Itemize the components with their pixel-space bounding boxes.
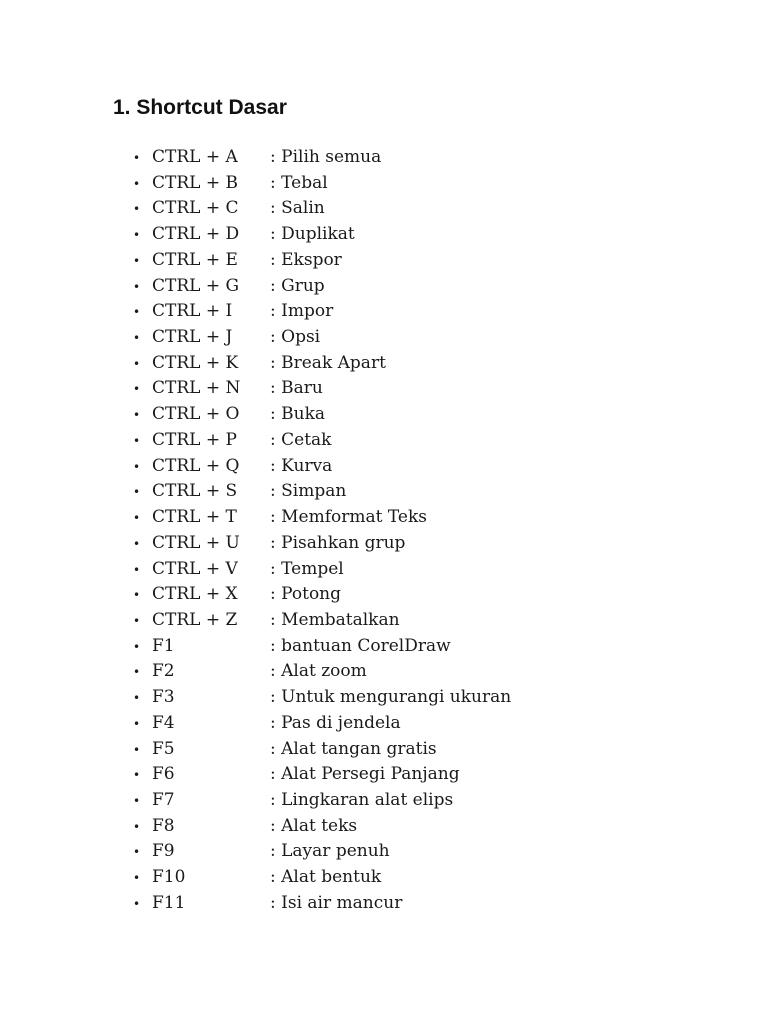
bullet-icon: • (133, 408, 141, 423)
shortcut-description: : Opsi (270, 327, 321, 348)
bullet-icon: • (133, 176, 141, 191)
bullet-icon: • (133, 793, 141, 808)
shortcut-key: CTRL + E (152, 249, 238, 270)
shortcut-description: : Alat zoom (270, 661, 367, 682)
shortcut-description: : Untuk mengurangi ukuran (270, 687, 512, 708)
shortcut-description: : Impor (270, 301, 334, 322)
list-item (0, 659, 600, 685)
shortcut-description: : Layar penuh (270, 841, 390, 862)
list-item (0, 454, 600, 480)
shortcut-key: CTRL + B (152, 172, 238, 193)
shortcut-key: F9 (152, 841, 175, 862)
list-item (0, 376, 600, 402)
shortcut-description: : Lingkaran alat elips (270, 789, 454, 810)
shortcut-key: CTRL + K (152, 352, 239, 373)
shortcut-key: CTRL + N (152, 378, 241, 399)
bullet-icon: • (133, 665, 141, 680)
list-item (0, 557, 600, 583)
list-item (0, 428, 600, 454)
bullet-icon: • (133, 639, 141, 654)
list-item (0, 762, 600, 788)
bullet-icon: • (133, 253, 141, 268)
list-item (0, 814, 600, 840)
bullet-icon: • (133, 433, 141, 448)
shortcut-key: F11 (152, 892, 186, 913)
list-item (0, 402, 600, 428)
bullet-icon: • (133, 202, 141, 217)
shortcut-key: CTRL + J (152, 327, 233, 348)
shortcut-key: CTRL + Z (152, 609, 238, 630)
list-item (0, 222, 600, 248)
shortcut-key: F10 (152, 867, 186, 888)
list-item (0, 479, 600, 505)
bullet-icon: • (133, 613, 141, 628)
list-item (0, 634, 600, 660)
shortcut-key: F4 (152, 712, 175, 733)
bullet-icon: • (133, 382, 141, 397)
bullet-icon: • (133, 459, 141, 474)
shortcut-key: F1 (152, 635, 175, 656)
bullet-icon: • (133, 511, 141, 526)
list-item (0, 274, 600, 300)
bullet-icon: • (133, 716, 141, 731)
shortcut-description: : Baru (270, 378, 323, 399)
list-item (0, 839, 600, 865)
shortcut-description: : Memformat Teks (270, 507, 427, 528)
shortcut-description: : Isi air mancur (270, 892, 403, 913)
list-item (0, 248, 600, 274)
shortcut-key: CTRL + V (152, 558, 238, 579)
shortcut-description: : bantuan CorelDraw (270, 635, 451, 656)
shortcut-key: CTRL + P (152, 429, 237, 450)
shortcut-description: : Ekspor (270, 249, 342, 270)
shortcut-key: CTRL + A (152, 147, 238, 167)
shortcut-key: CTRL + O (152, 404, 240, 425)
shortcut-key: F6 (152, 764, 175, 785)
bullet-icon: • (133, 562, 141, 577)
shortcut-description: : Potong (270, 584, 342, 605)
list-item (0, 299, 600, 325)
list-item (0, 351, 600, 377)
shortcut-description: : Alat bentuk (270, 867, 382, 888)
list-item (0, 582, 600, 608)
shortcut-description: : Cetak (270, 429, 332, 450)
shortcut-key: CTRL + I (152, 301, 233, 322)
shortcut-key: CTRL + T (152, 507, 237, 528)
list-item (0, 788, 600, 814)
shortcut-key: CTRL + S (152, 481, 238, 502)
shortcut-description: : Grup (270, 275, 325, 296)
shortcut-description: : Tempel (270, 558, 344, 579)
shortcut-key: CTRL + X (152, 584, 238, 605)
bullet-icon: • (133, 485, 141, 500)
shortcut-key: F5 (152, 738, 175, 759)
shortcut-key: CTRL + C (152, 198, 239, 219)
shortcut-key: CTRL + U (152, 532, 240, 553)
bullet-icon: • (133, 356, 141, 371)
list-item (0, 196, 600, 222)
shortcut-description: : Salin (270, 198, 325, 219)
shortcut-description: : Alat Persegi Panjang (270, 764, 460, 785)
list-item (0, 865, 600, 891)
shortcut-description: : Pilih semua (270, 147, 382, 167)
shortcut-description: : Kurva (270, 455, 333, 476)
bullet-icon: • (133, 768, 141, 783)
shortcut-key: CTRL + Q (152, 455, 240, 476)
shortcut-description: : Pisahkan grup (270, 532, 406, 553)
shortcut-description: : Tebal (270, 172, 328, 193)
bullet-icon: • (133, 742, 141, 757)
list-item (0, 685, 600, 711)
bullet-icon: • (133, 228, 141, 243)
shortcut-description: : Membatalkan (270, 609, 400, 630)
bullet-icon: • (133, 305, 141, 320)
bullet-icon: • (133, 279, 141, 294)
shortcut-key: F8 (152, 815, 175, 836)
shortcut-description: : Alat tangan gratis (270, 738, 437, 759)
shortcut-key: F3 (152, 687, 175, 708)
bullet-icon: • (133, 536, 141, 551)
bullet-icon: • (133, 871, 141, 886)
bullet-icon: • (133, 819, 141, 834)
shortcut-description: : Alat teks (270, 815, 358, 836)
bullet-icon: • (133, 691, 141, 706)
list-item (0, 737, 600, 763)
list-item (0, 608, 600, 634)
bullet-icon: • (133, 896, 141, 911)
list-item (0, 171, 600, 197)
list-item (0, 531, 600, 557)
shortcut-description: : Break Apart (270, 352, 386, 373)
section-heading: 1. Shortcut Dasar (113, 96, 287, 119)
list-item (0, 145, 600, 171)
bullet-icon: • (133, 331, 141, 346)
list-item (0, 711, 600, 737)
shortcut-description: : Duplikat (270, 224, 355, 245)
shortcut-key: CTRL + D (152, 224, 240, 245)
shortcut-key: CTRL + G (152, 275, 240, 296)
shortcut-key: F7 (152, 789, 175, 810)
shortcut-description: : Pas di jendela (270, 712, 401, 733)
shortcut-description: : Buka (270, 404, 326, 425)
bullet-icon: • (133, 845, 141, 860)
bullet-icon: • (133, 151, 141, 165)
shortcut-description: : Simpan (270, 481, 347, 502)
shortcut-key: F2 (152, 661, 175, 682)
list-item (0, 891, 600, 917)
shortcut-list (0, 145, 600, 917)
list-item (0, 505, 600, 531)
bullet-icon: • (133, 588, 141, 603)
list-item (0, 325, 600, 351)
